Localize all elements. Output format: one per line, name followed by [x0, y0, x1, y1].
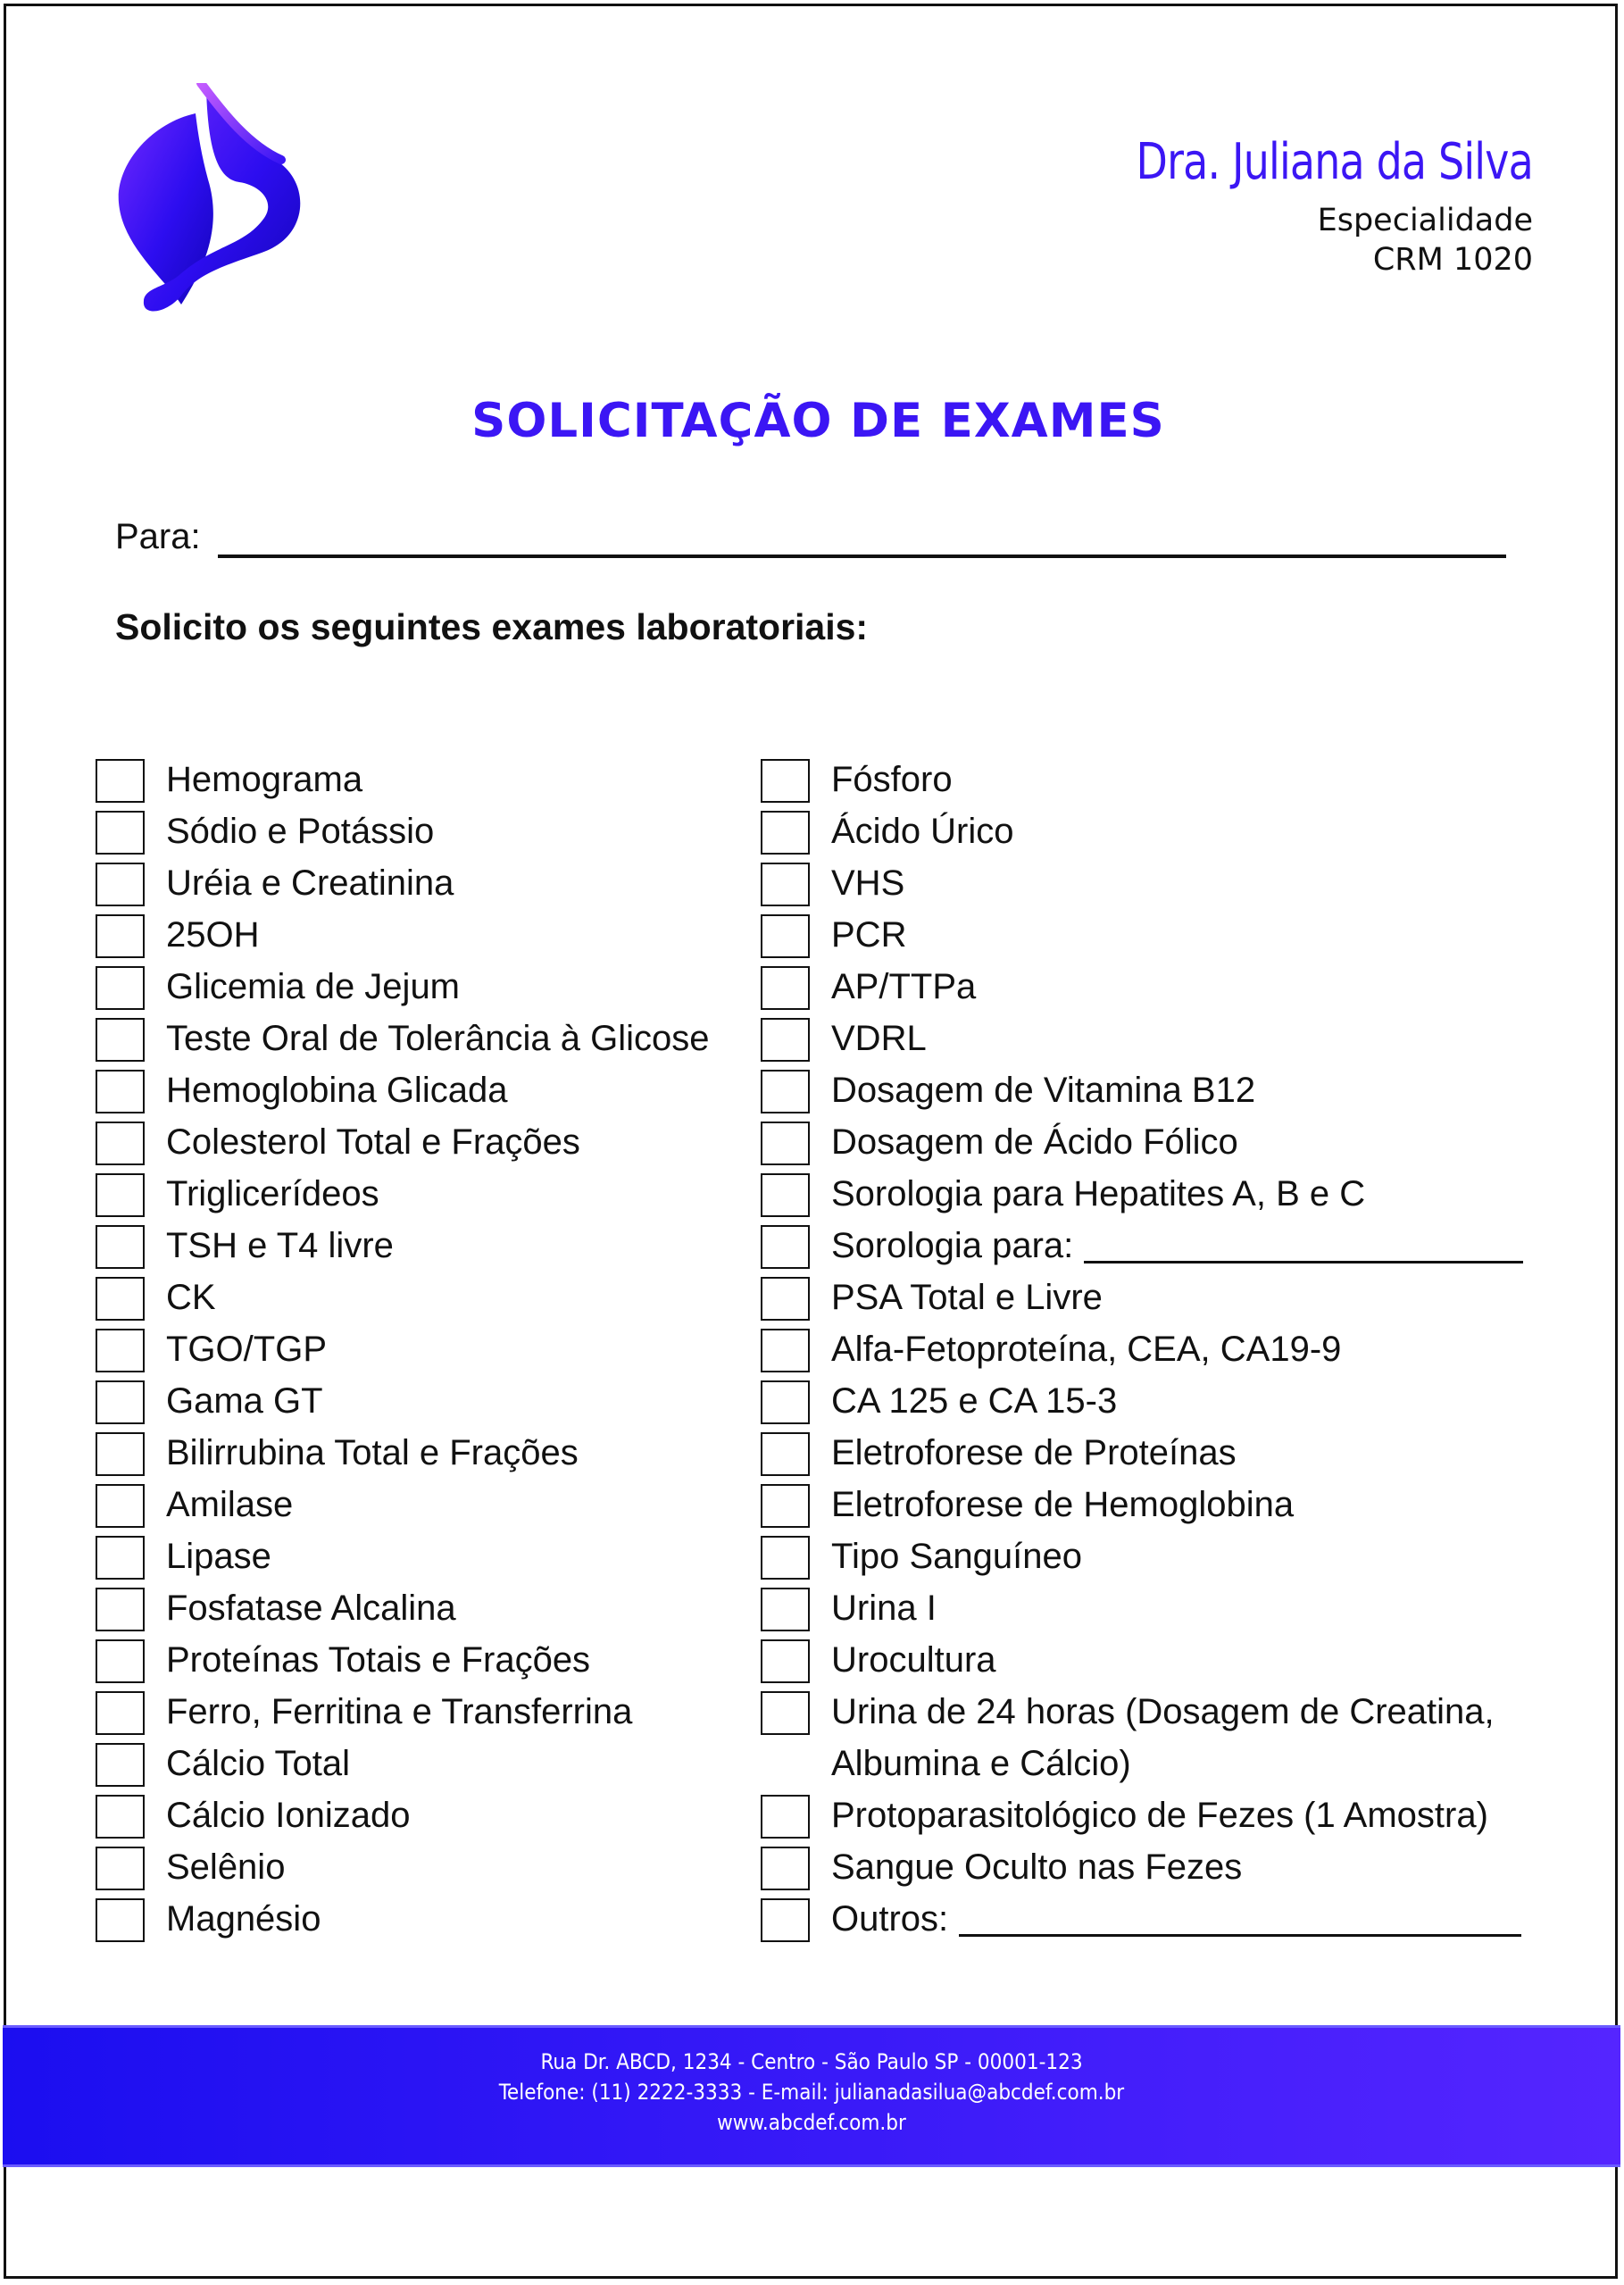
exam-label: Glicemia de Jejum: [166, 967, 461, 1006]
exam-sodio-potassio[interactable]: [96, 805, 747, 857]
prescription-page-frame: [4, 4, 1618, 2279]
exam-checkbox[interactable]: [96, 1173, 145, 1217]
exam-eletroforese-hemoglobina[interactable]: [761, 1479, 1564, 1530]
exam-label: CK: [166, 1278, 216, 1317]
exam-label: Hemograma: [166, 760, 363, 799]
exam-calcio-total[interactable]: [96, 1738, 747, 1789]
exam-urina-24-horas[interactable]: [761, 1686, 1537, 1789]
exam-label: Tipo Sanguíneo: [831, 1537, 1082, 1576]
exam-label: Outros:: [831, 1899, 949, 1939]
exam-label: Dosagem de Vitamina B12: [831, 1071, 1256, 1110]
exam-label: Urocultura: [831, 1640, 996, 1680]
exam-label: Sorologia para Hepatites A, B e C: [831, 1174, 1366, 1213]
exam-checkbox[interactable]: [761, 1173, 810, 1217]
exam-urina-i[interactable]: [761, 1582, 1564, 1634]
exam-checkbox[interactable]: [761, 1329, 810, 1372]
exam-checkbox[interactable]: [96, 1225, 145, 1269]
request-heading: Solicito os seguintes exames laboratoriais:: [115, 606, 869, 647]
doctor-name: Dra. Juliana da Silva: [1136, 133, 1533, 191]
exam-checkbox[interactable]: [96, 1070, 145, 1113]
exam-label: 25OH: [166, 915, 260, 955]
exam-checkbox[interactable]: [761, 1122, 810, 1165]
exam-triglicerideos[interactable]: [96, 1168, 747, 1220]
exam-label: Alfa-Fetoproteína, CEA, CA19-9: [831, 1330, 1342, 1369]
exam-checkbox[interactable]: [761, 1898, 810, 1942]
exam-checkbox[interactable]: [96, 1588, 145, 1631]
exam-sorologia-hepatites[interactable]: [761, 1168, 1564, 1220]
exam-colesterol[interactable]: [96, 1116, 747, 1168]
exam-label: Dosagem de Ácido Fólico: [831, 1122, 1238, 1162]
exam-checkbox[interactable]: [761, 1588, 810, 1631]
exam-bilirrubina[interactable]: [96, 1427, 747, 1479]
exam-amilase[interactable]: [96, 1479, 747, 1530]
exam-label: AP/TTPa: [831, 967, 977, 1006]
exam-proteinas-totais[interactable]: [96, 1634, 747, 1686]
exam-checkbox[interactable]: [96, 1639, 145, 1683]
exam-tsh-t4[interactable]: [96, 1220, 747, 1272]
exam-checkbox[interactable]: [96, 1432, 145, 1476]
exam-label: Eletroforese de Proteínas: [831, 1433, 1237, 1472]
exam-checkbox[interactable]: [96, 1847, 145, 1890]
exam-label: Cálcio Ionizado: [166, 1796, 411, 1835]
exam-label: PSA Total e Livre: [831, 1278, 1103, 1317]
exam-checkbox[interactable]: [96, 1277, 145, 1321]
exam-ck[interactable]: [96, 1272, 747, 1323]
exam-acido-urico[interactable]: [761, 805, 1564, 857]
exam-label: Fósforo: [831, 760, 953, 799]
exam-checkbox[interactable]: [96, 966, 145, 1010]
exam-checkbox[interactable]: [96, 1691, 145, 1735]
exam-ureia-creatinina[interactable]: [96, 857, 747, 909]
exam-label: Lipase: [166, 1537, 271, 1576]
exam-checkbox[interactable]: [761, 1070, 810, 1113]
exam-checkbox[interactable]: [96, 1380, 145, 1424]
exam-checkbox[interactable]: [761, 1018, 810, 1062]
exam-25oh[interactable]: [96, 909, 747, 961]
exam-gama-gt[interactable]: [96, 1375, 747, 1427]
exam-ferro-ferritina[interactable]: [96, 1686, 747, 1738]
exam-label: Uréia e Creatinina: [166, 863, 454, 903]
exam-label: Fosfatase Alcalina: [166, 1589, 456, 1628]
exam-protoparasitologico[interactable]: [761, 1789, 1564, 1841]
exam-calcio-ionizado[interactable]: [96, 1789, 747, 1841]
outros-blank-line[interactable]: [959, 1934, 1521, 1937]
contact-footer: [3, 2025, 1620, 2167]
para-label: Para:: [115, 517, 201, 556]
doctor-crm: CRM 1020: [1372, 242, 1533, 278]
exam-checkbox[interactable]: [96, 759, 145, 803]
exam-label: Protoparasitológico de Fezes (1 Amostra): [831, 1796, 1488, 1835]
exam-checkbox[interactable]: [96, 1795, 145, 1839]
exam-ca125-ca15[interactable]: [761, 1375, 1564, 1427]
exam-teste-oral-glicose[interactable]: [96, 1013, 747, 1064]
exam-acido-folico[interactable]: [761, 1116, 1564, 1168]
exam-psa[interactable]: [761, 1272, 1564, 1323]
exam-label: Magnésio: [166, 1899, 321, 1939]
exam-label: Urina de 24 horas (Dosagem de Creatina, Albumina e Cálcio): [831, 1692, 1495, 1783]
exam-selenio[interactable]: [96, 1841, 747, 1893]
exam-checkbox[interactable]: [761, 914, 810, 958]
exam-fosfatase-alcalina[interactable]: [96, 1582, 747, 1634]
exam-label: Ferro, Ferritina e Transferrina: [166, 1692, 633, 1731]
exam-label: Selênio: [166, 1847, 286, 1887]
exam-checkbox[interactable]: [761, 1639, 810, 1683]
exam-tipo-sanguineo[interactable]: [761, 1530, 1564, 1582]
exam-label: Colesterol Total e Frações: [166, 1122, 580, 1162]
exam-label: Gama GT: [166, 1381, 323, 1421]
exam-glicemia-jejum[interactable]: [96, 961, 747, 1013]
exam-vdrl[interactable]: [761, 1013, 1564, 1064]
exam-label: VHS: [831, 863, 905, 903]
exam-magnesio[interactable]: [96, 1893, 747, 1945]
exam-checkbox[interactable]: [761, 863, 810, 906]
exam-checkbox[interactable]: [761, 1380, 810, 1424]
exam-checkbox[interactable]: [761, 1432, 810, 1476]
exam-outros[interactable]: [761, 1893, 1564, 1945]
exam-checkbox[interactable]: [761, 1691, 810, 1735]
exam-label: Urina I: [831, 1589, 937, 1628]
exam-label: Proteínas Totais e Frações: [166, 1640, 591, 1680]
exam-label: Sangue Oculto nas Fezes: [831, 1847, 1243, 1887]
footer-contact: Telefone: (11) 2222-3333 - E-mail: julianadasilua@abcdef.com.br: [498, 2080, 1125, 2105]
exam-checkbox[interactable]: [761, 1484, 810, 1528]
exam-eletroforese-proteinas[interactable]: [761, 1427, 1564, 1479]
exam-sorologia-para[interactable]: [761, 1220, 1564, 1272]
exam-checkbox[interactable]: [96, 1484, 145, 1528]
exam-vhs[interactable]: [761, 857, 1564, 909]
exam-checkbox[interactable]: [96, 1018, 145, 1062]
exam-label: CA 125 e CA 15-3: [831, 1381, 1118, 1421]
exam-sangue-oculto[interactable]: [761, 1841, 1564, 1893]
exam-label: PCR: [831, 915, 907, 955]
doctor-specialty: Especialidade: [1317, 203, 1533, 238]
exam-tgo-tgp[interactable]: [96, 1323, 747, 1375]
exam-label: Amilase: [166, 1485, 294, 1524]
exam-label: TSH e T4 livre: [166, 1226, 394, 1265]
exam-checkbox[interactable]: [96, 1122, 145, 1165]
exam-marcadores-tumorais[interactable]: [761, 1323, 1564, 1375]
exam-checkbox[interactable]: [761, 1225, 810, 1269]
exam-checkbox[interactable]: [761, 1847, 810, 1890]
exam-ap-ttpa[interactable]: [761, 961, 1564, 1013]
doctor-header: [1049, 131, 1533, 279]
exam-label: Cálcio Total: [166, 1744, 351, 1783]
recipient-field[interactable]: [115, 510, 1508, 563]
exam-checkbox[interactable]: [96, 863, 145, 906]
exam-checkbox[interactable]: [96, 1329, 145, 1372]
exam-checkbox[interactable]: [761, 1536, 810, 1580]
left-exam-list: [96, 754, 747, 1945]
exam-vitamina-b12[interactable]: [761, 1064, 1564, 1116]
exam-label: Ácido Úrico: [831, 812, 1014, 851]
exam-hemograma[interactable]: [96, 754, 747, 805]
exam-label: Sorologia para:: [831, 1226, 1074, 1265]
exam-label: Teste Oral de Tolerância à Glicose: [166, 1019, 710, 1058]
footer-website: www.abcdef.com.br: [717, 2110, 906, 2135]
exam-label: Triglicerídeos: [166, 1174, 379, 1213]
exam-fosforo[interactable]: [761, 754, 1564, 805]
exam-label: TGO/TGP: [166, 1330, 327, 1369]
exam-hemoglobina-glicada[interactable]: [96, 1064, 747, 1116]
exam-checkbox[interactable]: [761, 811, 810, 855]
footer-address: Rua Dr. ABCD, 1234 - Centro - São Paulo SP - 00001-123: [540, 2049, 1083, 2074]
exam-label: Bilirrubina Total e Frações: [166, 1433, 579, 1472]
sorologia-blank-line[interactable]: [1084, 1261, 1523, 1263]
exam-label: Eletroforese de Hemoglobina: [831, 1485, 1295, 1524]
exam-checkbox[interactable]: [96, 1898, 145, 1942]
exam-checkbox[interactable]: [761, 759, 810, 803]
exam-label: VDRL: [831, 1019, 927, 1058]
exam-checkbox[interactable]: [761, 1795, 810, 1839]
exam-checkbox[interactable]: [761, 1277, 810, 1321]
exam-label: Hemoglobina Glicada: [166, 1071, 508, 1110]
exam-checkbox[interactable]: [96, 1743, 145, 1787]
abstract-leaf-logo-icon: [112, 83, 317, 333]
exam-lipase[interactable]: [96, 1530, 747, 1582]
recipient-line[interactable]: [218, 555, 1506, 558]
exam-checkbox[interactable]: [96, 1536, 145, 1580]
exam-checkbox[interactable]: [96, 914, 145, 958]
right-exam-list: [761, 754, 1564, 1945]
exam-urocultura[interactable]: [761, 1634, 1564, 1686]
exam-checkbox[interactable]: [96, 811, 145, 855]
exam-checkbox[interactable]: [761, 966, 810, 1010]
exam-label: Sódio e Potássio: [166, 812, 435, 851]
exam-pcr[interactable]: [761, 909, 1564, 961]
form-title: SOLICITAÇÃO DE EXAMES: [471, 393, 1165, 448]
